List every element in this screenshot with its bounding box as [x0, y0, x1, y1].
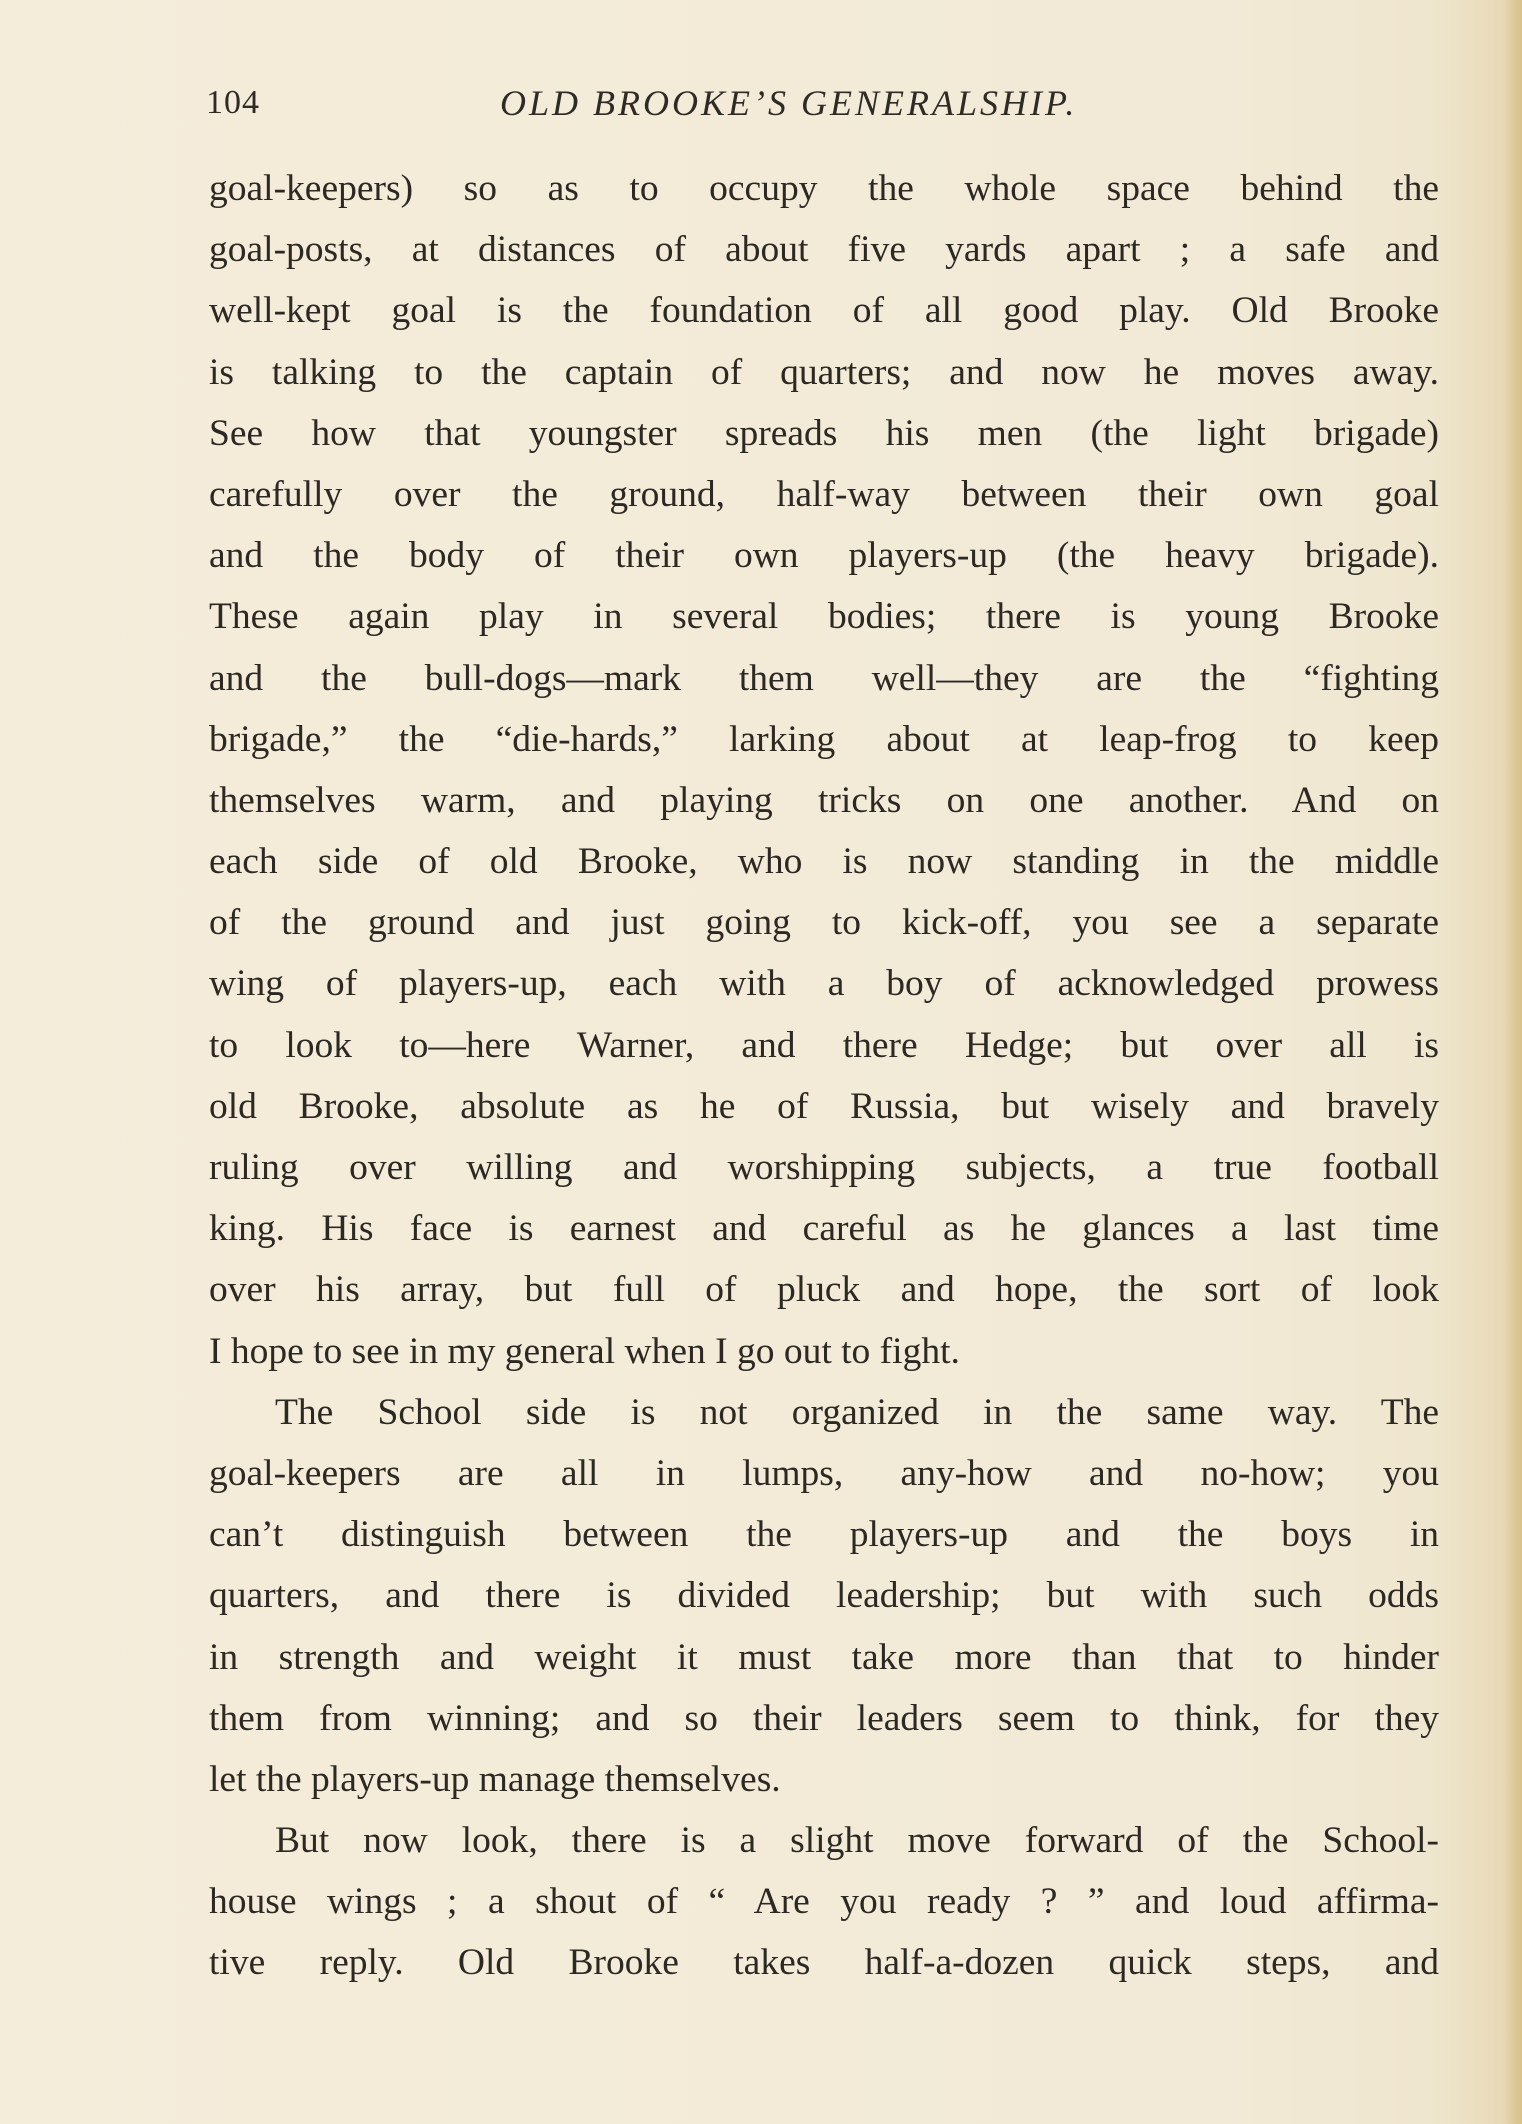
text-line: is talking to the captain of quarters; and now he moves away. — [209, 351, 1439, 393]
text-line: I hope to see in my general when I go out to fight. — [209, 1330, 960, 1372]
page-number: 104 — [206, 84, 260, 121]
text-line: goal-keepers are all in lumps, any-how and no-how; you — [209, 1452, 1439, 1494]
text-line: in strength and weight it must take more than that to hinder — [209, 1636, 1439, 1678]
text-line: and the body of their own players-up (the heavy brigade). — [209, 535, 1439, 577]
text-line: carefully over the ground, half-way between their own goal — [209, 473, 1439, 515]
text-line: house wings ; a shout of “ Are you ready ? ” and loud affirma- — [209, 1881, 1439, 1923]
text-line: wing of players-up, each with a boy of acknowledged prowess — [209, 963, 1439, 1005]
text-line: and the bull-dogs—mark them well—they are the “fighting — [209, 657, 1439, 699]
text-line: each side of old Brooke, who is now standing in the middle — [209, 841, 1439, 883]
text-line: The School side is not organized in the same way. The — [275, 1391, 1439, 1433]
body-text — [209, 158, 1439, 1994]
text-line: But now look, there is a slight move forward of the School- — [275, 1820, 1439, 1862]
text-line: brigade,” the “die-hards,” larking about at leap-frog to keep — [209, 718, 1439, 760]
text-line: let the players-up manage themselves. — [209, 1758, 781, 1800]
text-line: themselves warm, and playing tricks on one another. And on — [209, 779, 1439, 821]
text-line: tive reply. Old Brooke takes half-a-dozen quick steps, and — [209, 1942, 1439, 1984]
text-line: them from winning; and so their leaders seem to think, for they — [209, 1697, 1439, 1739]
text-line: king. His face is earnest and careful as he glances a last time — [209, 1208, 1439, 1250]
page-edge-shadow — [1504, 0, 1522, 2124]
text-line: ruling over willing and worshipping subjects, a true football — [209, 1147, 1439, 1188]
text-line: See how that youngster spreads his men (the light brigade) — [209, 412, 1439, 454]
running-title: OLD BROOKE’S GENERALSHIP. — [500, 83, 1078, 123]
text-line: goal-posts, at distances of about five yards apart ; a safe and — [209, 229, 1439, 271]
text-line: quarters, and there is divided leadership; but with such odds — [209, 1575, 1439, 1617]
text-line: to look to—here Warner, and there Hedge; but over all is — [209, 1024, 1439, 1066]
page-header — [200, 82, 1440, 142]
text-line: goal-keepers) so as to occupy the whole space behind the — [209, 168, 1439, 209]
text-line: These again play in several bodies; there is young Brooke — [209, 596, 1439, 638]
text-line: well-kept goal is the foundation of all good play. Old Brooke — [209, 290, 1439, 332]
text-line: of the ground and just going to kick-off, you see a separate — [209, 902, 1439, 944]
text-line: over his array, but full of pluck and hope, the sort of look — [209, 1269, 1439, 1311]
text-line: can’t distinguish between the players-up and the boys in — [209, 1514, 1439, 1556]
text-line: old Brooke, absolute as he of Russia, but wisely and bravely — [209, 1085, 1439, 1127]
